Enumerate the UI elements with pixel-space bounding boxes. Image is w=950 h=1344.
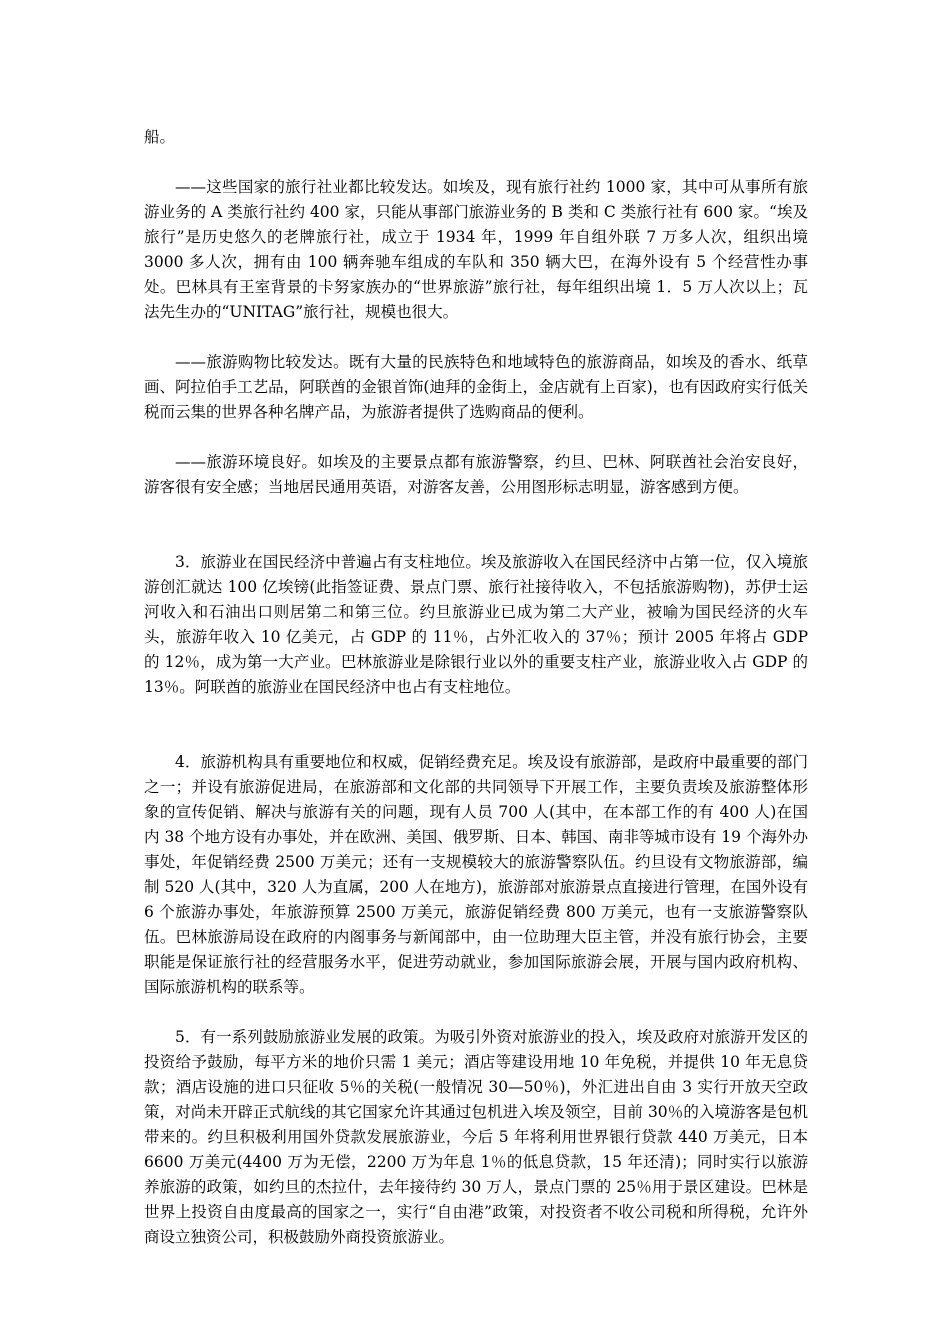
paragraph-pillar-industry: 3．旅游业在国民经济中普遍占有支柱地位。埃及旅游收入在国民经济中占第一位，仅入境旅游创汇就达 100 亿埃镑(此指签证费、景点门票、旅行社接待收入，不包括旅游购物)，苏伊士运河收入和石油出口则居第二和第三位。约旦旅游业已成为第二大产业，被喻为国民经济的火车头，旅游年收入 10 亿美元，占 GDP 的 11％，占外汇收入的 37％；预计 2005 年将占 GDP 的 12％，成为第一大产业。巴林旅游业是除银行业以外的重要支柱产业，旅游业收入占 GDP 的 13％。阿联酋的旅游业在国民经济中也占有支柱地位。: [144, 553, 808, 696]
paragraph-travel-agencies: ——这些国家的旅行社业都比较发达。如埃及，现有旅行社约 1000 家，其中可从事所有旅游业务的 A 类旅行社约 400 家，只能从事部门旅游业务的 B 类和 C 类旅行社有 600 家。“埃及旅行”是历史悠久的老牌旅行社，成立于 1934 年，1999 年自组外联 7 万多人次，组织出境 3000 多人次，拥有由 100 辆奔驰车组成的车队和 350 辆大巴，在海外设有 5 个经营性办事处。巴林具有王室背景的卡努家族办的“世界旅游”旅行社，每年组织出境 1．5 万人次以上；瓦法先生办的“UNITAG”旅行社，规模也很大。: [144, 178, 808, 321]
paragraph-tourism-institutions: 4．旅游机构具有重要地位和权威，促销经费充足。埃及设有旅游部，是政府中最重要的部门之一；并设有旅游促进局，在旅游部和文化部的共同领导下开展工作，主要负责埃及旅游整体形象的宣传促销、解决与旅游有关的问题，现有人员 700 人(其中，在本部工作的有 400 人)在国内 38 个地方设有办事处，并在欧洲、美国、俄罗斯、日本、韩国、南非等城市设有 19 个海外办事处，年促销经费 2500 万美元；还有一支规模较大的旅游警察队伍。约旦设有文物旅游部，编制 520 人(其中，320 人为直属，200 人在地方)，旅游部对旅游景点直接进行管理，在国外设有 6 个旅游办事处，年旅游预算 2500 万美元，旅游促销经费 800 万美元，也有一支旅游警察队伍。巴林旅游局设在政府的内阁事务与新闻部中，由一位助理大臣主管，并没有旅行协会，主要职能是保证旅行社的经营服务水平，促进劳动就业，参加国际旅游会展，开展与国内政府机构、国际旅游机构的联系等。: [144, 753, 808, 996]
paragraph-continuation: 船。: [144, 128, 176, 146]
paragraph-policies: 5．有一系列鼓励旅游业发展的政策。为吸引外资对旅游业的投入，埃及政府对旅游开发区的投资给予鼓励，每平方米的地价只需 1 美元；酒店等建设用地 10 年免税，并提供 10 年无息贷款；酒店设施的进口只征收 5％的关税(一般情况 30—50％)，外汇进出自由 3 实行开放天空政策，对尚未开辟正式航线的其它国家允许其通过包机进入埃及领空，目前 30％的入境游客是包机带来的。约旦积极利用国外贷款发展旅游业，今后 5 年将利用世界银行贷款 440 万美元，日本 6600 万美元(4400 万为无偿，2200 万为年息 1％的低息贷款，15 年还清)；同时实行以旅游养旅游的政策，如约旦的杰拉什，去年接待约 30 万人，景点门票的 25％用于景区建设。巴林是世界上投资自由度最高的国家之一，实行“自由港”政策，对投资者不收公司税和所得税，允许外商设立独资公司，积极鼓励外商投资旅游业。: [144, 1028, 808, 1246]
paragraph-tourism-environment: ——旅游环境良好。如埃及的主要景点都有旅游警察，约旦、巴林、阿联酋社会治安良好，游客很有安全感；当地居民通用英语，对游客友善，公用图形标志明显，游客感到方便。: [144, 453, 808, 496]
paragraph-tourism-shopping: ——旅游购物比较发达。既有大量的民族特色和地域特色的旅游商品，如埃及的香水、纸草画、阿拉伯手工艺品，阿联酋的金银首饰(迪拜的金街上，金店就有上百家)，也有因政府实行低关税而云集的世界各种名牌产品，为旅游者提供了选购商品的便利。: [144, 353, 808, 421]
